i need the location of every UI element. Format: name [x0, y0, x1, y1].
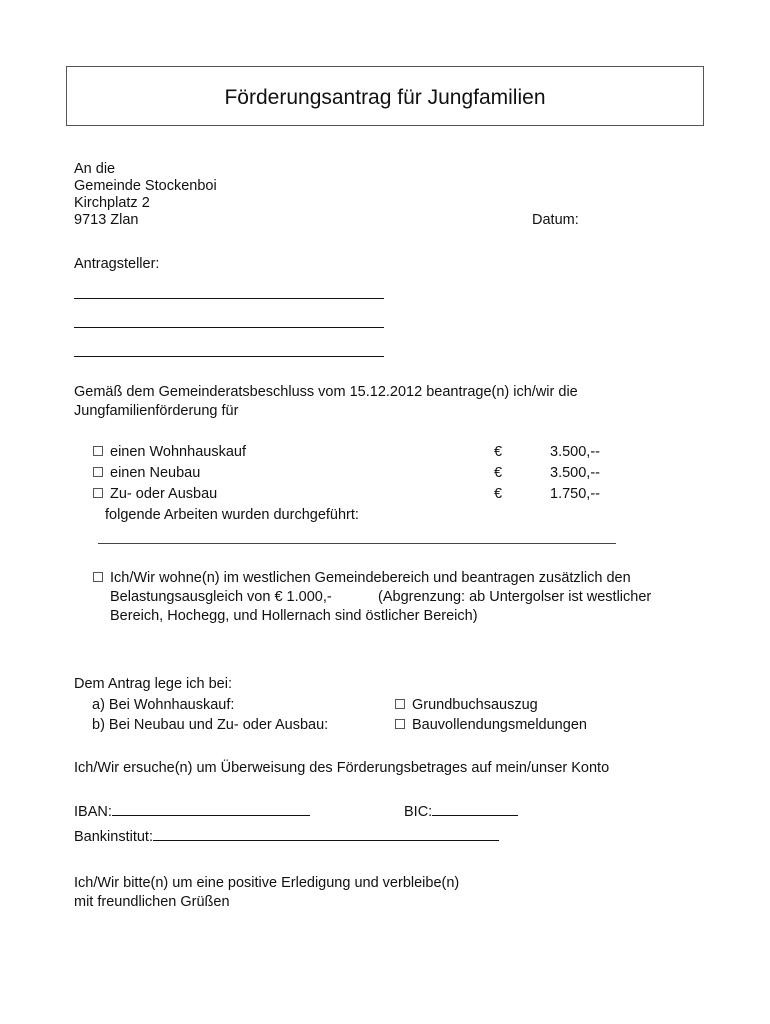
- checkbox-wohnhauskauf[interactable]: [93, 446, 103, 456]
- checkbox-grundbuchsauszug[interactable]: [395, 699, 405, 709]
- option-amount: 3.500,--: [550, 444, 600, 460]
- checkbox-west[interactable]: [93, 572, 103, 582]
- bank-field[interactable]: [153, 826, 499, 841]
- checkbox-ausbau[interactable]: [93, 488, 103, 498]
- iban-field[interactable]: [112, 801, 310, 816]
- option-currency: €: [494, 465, 503, 481]
- recipient-line-3: Kirchplatz 2: [74, 195, 150, 211]
- option-label: Zu- oder Ausbau: [110, 486, 218, 502]
- bic-label: BIC:: [404, 804, 433, 820]
- attach-a-label: a) Bei Wohnhauskauf:: [92, 697, 235, 713]
- attach-a-option[interactable]: [395, 697, 538, 713]
- applicant-line-1[interactable]: [74, 298, 384, 299]
- closing-line-1: Ich/Wir bitte(n) um eine positive Erledigung und verbleibe(n): [74, 875, 460, 891]
- west-line-2b: (Abgrenzung: ab Untergolser ist westlicher: [378, 589, 652, 605]
- bic-row: [404, 801, 518, 820]
- intro-line-1: Gemäß dem Gemeinderatsbeschluss vom 15.12.2012 beantrage(n) ich/wir die: [74, 384, 578, 400]
- bic-field[interactable]: [432, 801, 518, 816]
- option-wohnhauskauf[interactable]: [93, 444, 246, 460]
- iban-row: [74, 801, 310, 820]
- attach-b-doc: Bauvollendungsmeldungen: [412, 717, 587, 733]
- attach-a-doc: Grundbuchsauszug: [412, 697, 538, 713]
- west-option[interactable]: [93, 570, 631, 586]
- page-title: Förderungsantrag für Jungfamilien: [224, 86, 546, 109]
- option-ausbau[interactable]: [93, 486, 217, 502]
- applicant-line-3[interactable]: [74, 356, 384, 357]
- option-currency: €: [494, 444, 503, 460]
- recipient-line-2: Gemeinde Stockenboi: [74, 178, 217, 194]
- attach-b-label: b) Bei Neubau und Zu- oder Ausbau:: [92, 717, 329, 733]
- works-label: folgende Arbeiten wurden durchgeführt:: [105, 507, 359, 523]
- works-line[interactable]: [98, 543, 616, 544]
- option-label: einen Wohnhauskauf: [110, 444, 246, 460]
- date-label: Datum:: [532, 212, 579, 228]
- bank-label: Bankinstitut:: [74, 829, 153, 845]
- west-line-2a: Belastungsausgleich von € 1.000,-: [110, 589, 332, 605]
- west-line-1: Ich/Wir wohne(n) im westlichen Gemeindebereich und beantragen zusätzlich den: [110, 570, 631, 586]
- checkbox-neubau[interactable]: [93, 467, 103, 477]
- west-line-3: Bereich, Hochegg, und Hollernach sind östlicher Bereich): [110, 608, 478, 624]
- option-amount: 3.500,--: [550, 465, 600, 481]
- applicant-line-2[interactable]: [74, 327, 384, 328]
- option-amount: 1.750,--: [550, 486, 600, 502]
- option-currency: €: [494, 486, 503, 502]
- title-box: [66, 66, 704, 126]
- recipient-line-1: An die: [74, 161, 116, 177]
- applicant-label: Antragsteller:: [74, 256, 160, 272]
- closing-line-2: mit freundlichen Grüßen: [74, 894, 230, 910]
- recipient-line-4: 9713 Zlan: [74, 212, 139, 228]
- intro-line-2: Jungfamilienförderung für: [74, 403, 239, 419]
- attach-heading: Dem Antrag lege ich bei:: [74, 676, 232, 692]
- transfer-text: Ich/Wir ersuche(n) um Überweisung des Förderungsbetrages auf mein/unser Konto: [74, 760, 610, 776]
- option-neubau[interactable]: [93, 465, 200, 481]
- option-label: einen Neubau: [110, 465, 201, 481]
- bank-row: [74, 826, 499, 845]
- iban-label: IBAN:: [74, 804, 112, 820]
- attach-b-option[interactable]: [395, 717, 587, 733]
- checkbox-bauvollendungsmeldungen[interactable]: [395, 719, 405, 729]
